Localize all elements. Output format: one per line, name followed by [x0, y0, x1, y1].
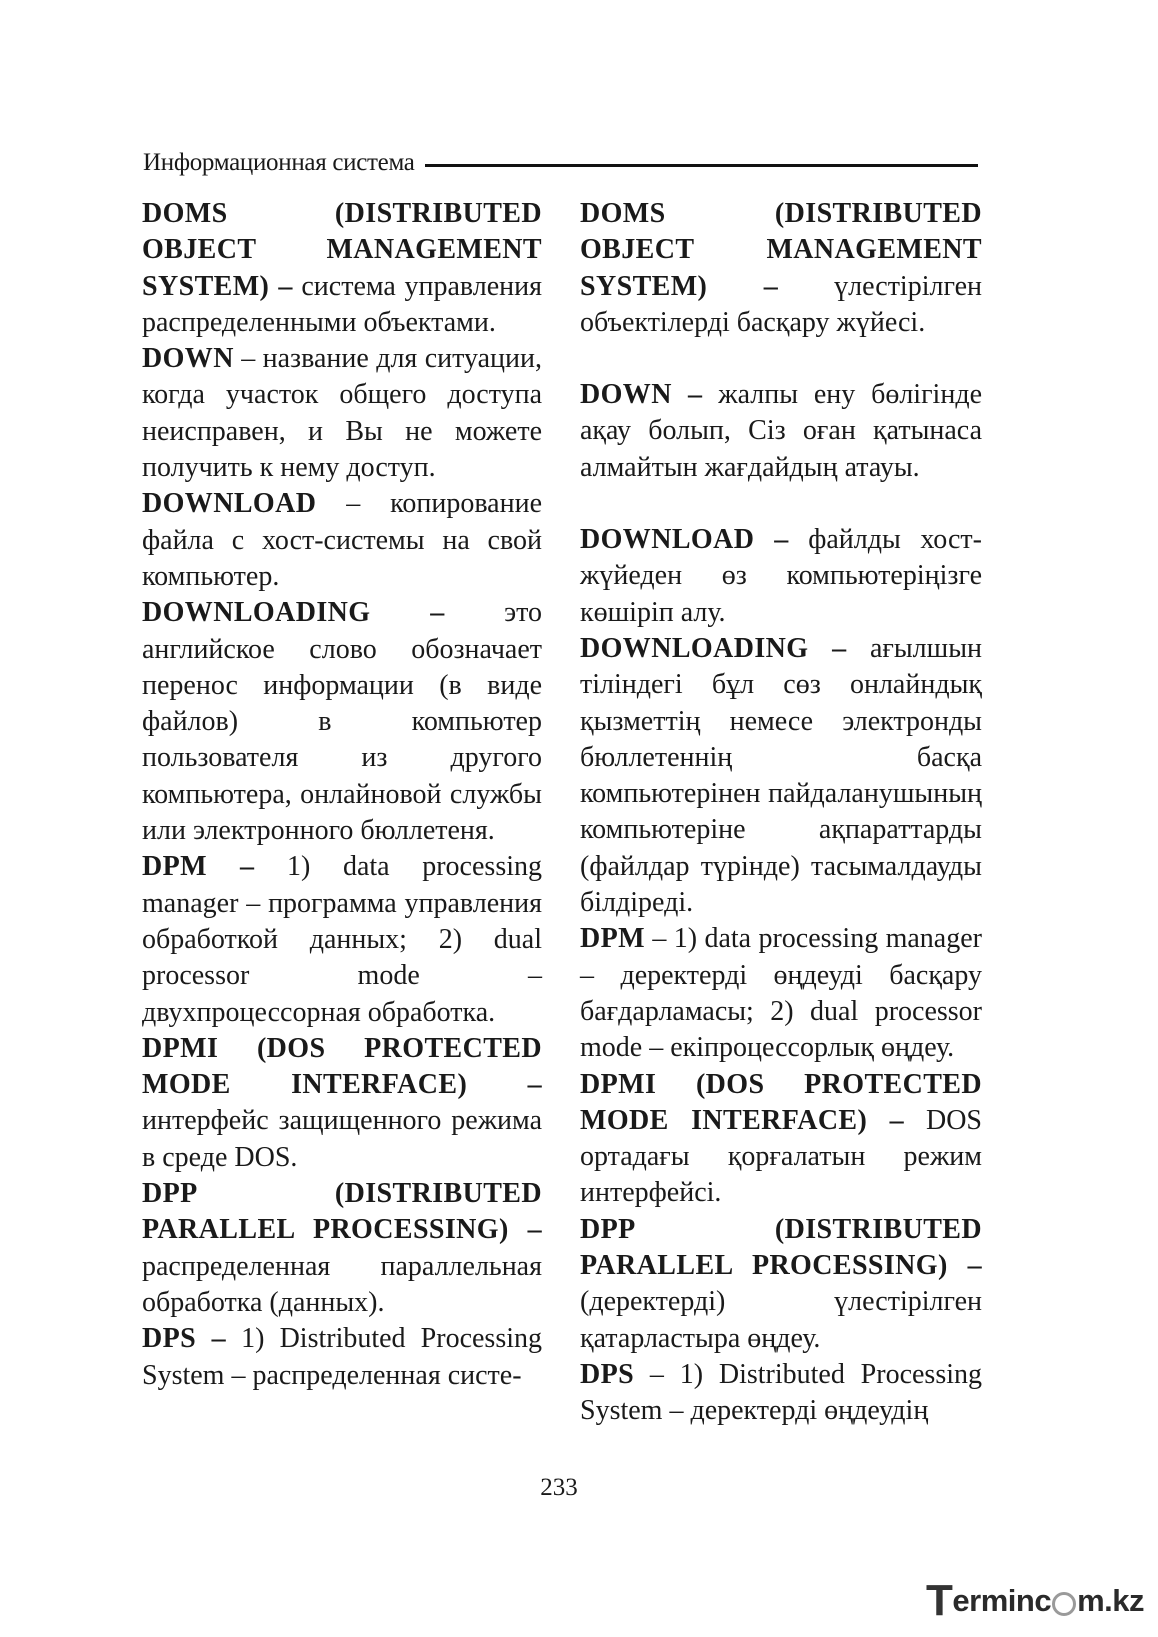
entry-term: DPS – [142, 1323, 227, 1355]
watermark-letter: T [926, 1576, 953, 1625]
entry-dps-kz [580, 1357, 982, 1430]
entry-definition: распределенная параллельная обработка (данных). [142, 1250, 542, 1318]
column-kazakh [580, 196, 982, 1430]
entry-definition: – 1) data processing manager – деректерді өңдеуді басқару бағдарламасы; 2) dual processor mode – екіпроцессорлық өңдеу. [580, 923, 982, 1064]
entry-term: DPP (DISTRIBUTED PARALLEL PROCESSING) – [142, 1178, 542, 1246]
entry-term: DOMS (DISTRIBUTED OBJECT MANAGEMENT SYSTEM) – [142, 198, 542, 302]
entry-definition: система управления распределенными объектами. [142, 270, 542, 338]
entry-dpmi-kz [580, 1067, 982, 1212]
entry-definition: – название для ситуации, когда участок общего доступа неисправен, и Вы не можете получить к нему доступ. [142, 343, 542, 484]
entry-definition: үлестірілген объектілерді басқару жүйесі. [580, 270, 982, 338]
entry-doms-ru [142, 196, 542, 341]
entry-term: DOMS (DISTRIBUTED OBJECT MANAGEMENT SYSTEM) – [580, 198, 982, 302]
entry-term: DPS [580, 1358, 635, 1390]
entry-downloading-ru [142, 595, 542, 849]
watermark-text: erminc [952, 1583, 1052, 1618]
entry-term: DPP (DISTRIBUTED PARALLEL PROCESSING) – [580, 1213, 982, 1282]
entry-term: DPM – [142, 851, 255, 883]
entry-definition: DOS ортадағы қорғалатын режим интерфейсі. [580, 1104, 983, 1209]
running-header-title: Информационная система [143, 149, 415, 176]
entry-dpp-ru [142, 1176, 542, 1321]
entry-definition: – копирование файла с хост-системы на свой компьютер. [142, 488, 542, 592]
header-rule [425, 164, 978, 167]
entry-download-kz [580, 522, 982, 631]
entry-definition: жалпы ену бөлігінде ақау болып, Сіз оған қатынаса алмайтын жағдайдың атауы. [580, 379, 982, 483]
entry-doms-kz [580, 196, 982, 341]
entry-dpp-kz [580, 1212, 982, 1357]
entry-download-ru [142, 486, 542, 595]
entry-down-kz [580, 377, 982, 486]
entry-term: DOWNLOADING – [580, 632, 847, 664]
page-number: 233 [540, 1474, 578, 1501]
entry-term: DOWN [142, 343, 234, 375]
column-russian [142, 196, 542, 1394]
entry-definition: интерфейс защищенного режима в среде DOS. [142, 1105, 542, 1173]
entry-definition: 1) Distributed Processing System – распределенная систе- [142, 1323, 542, 1391]
running-header [143, 145, 978, 181]
entry-dpmi-ru [142, 1031, 542, 1176]
entry-term: DOWNLOAD [142, 488, 317, 520]
entry-definition: – 1) Distributed Processing System – деректерді өңдеудің [580, 1358, 982, 1427]
entry-term: DPMI (DOS PROTECTED MODE INTERFACE) – [142, 1032, 542, 1101]
entry-dps-ru [142, 1321, 542, 1394]
entry-term: DOWNLOAD – [580, 524, 789, 556]
entry-term: DOWNLOADING – [142, 597, 445, 629]
entry-downloading-kz [580, 631, 982, 921]
entry-dpm-ru [142, 849, 542, 1030]
entry-definition: (деректерді) үлестірілген қатарластыра өңдеу. [580, 1286, 982, 1354]
entry-term: DPM [580, 923, 645, 955]
entry-term: DOWN – [580, 379, 703, 411]
entry-term: DPMI (DOS PROTECTED MODE INTERFACE) – [580, 1068, 982, 1136]
entry-down-ru [142, 341, 542, 486]
entry-definition: это английское слово обозначает перенос информации (в виде файлов) в компьютер пользователя из другого компьютера, онлайновой службы или электронного бюллетеня. [142, 597, 543, 847]
entry-definition: файлды хост-жүйеден өз компьютеріңізге көшіріп алу. [580, 524, 982, 628]
entry-definition: ағылшын тіліндегі бұл сөз онлайндық қызметтің немесе электронды бюллетеннің басқа компьютерінен пайдаланушының компьютеріне ақпараттарды (файлдар түрінде) тасымалдауды білдіреді. [580, 632, 982, 919]
termincom-watermark-logo [926, 1576, 1144, 1625]
magnifier-icon [1052, 1592, 1076, 1616]
entry-dpm-kz [580, 921, 982, 1066]
entry-definition: 1) data processing manager – программа управления обработкой данных; 2) dual processor mode – двухпроцессорная обработка. [142, 851, 542, 1028]
watermark-text: m.kz [1077, 1583, 1144, 1618]
